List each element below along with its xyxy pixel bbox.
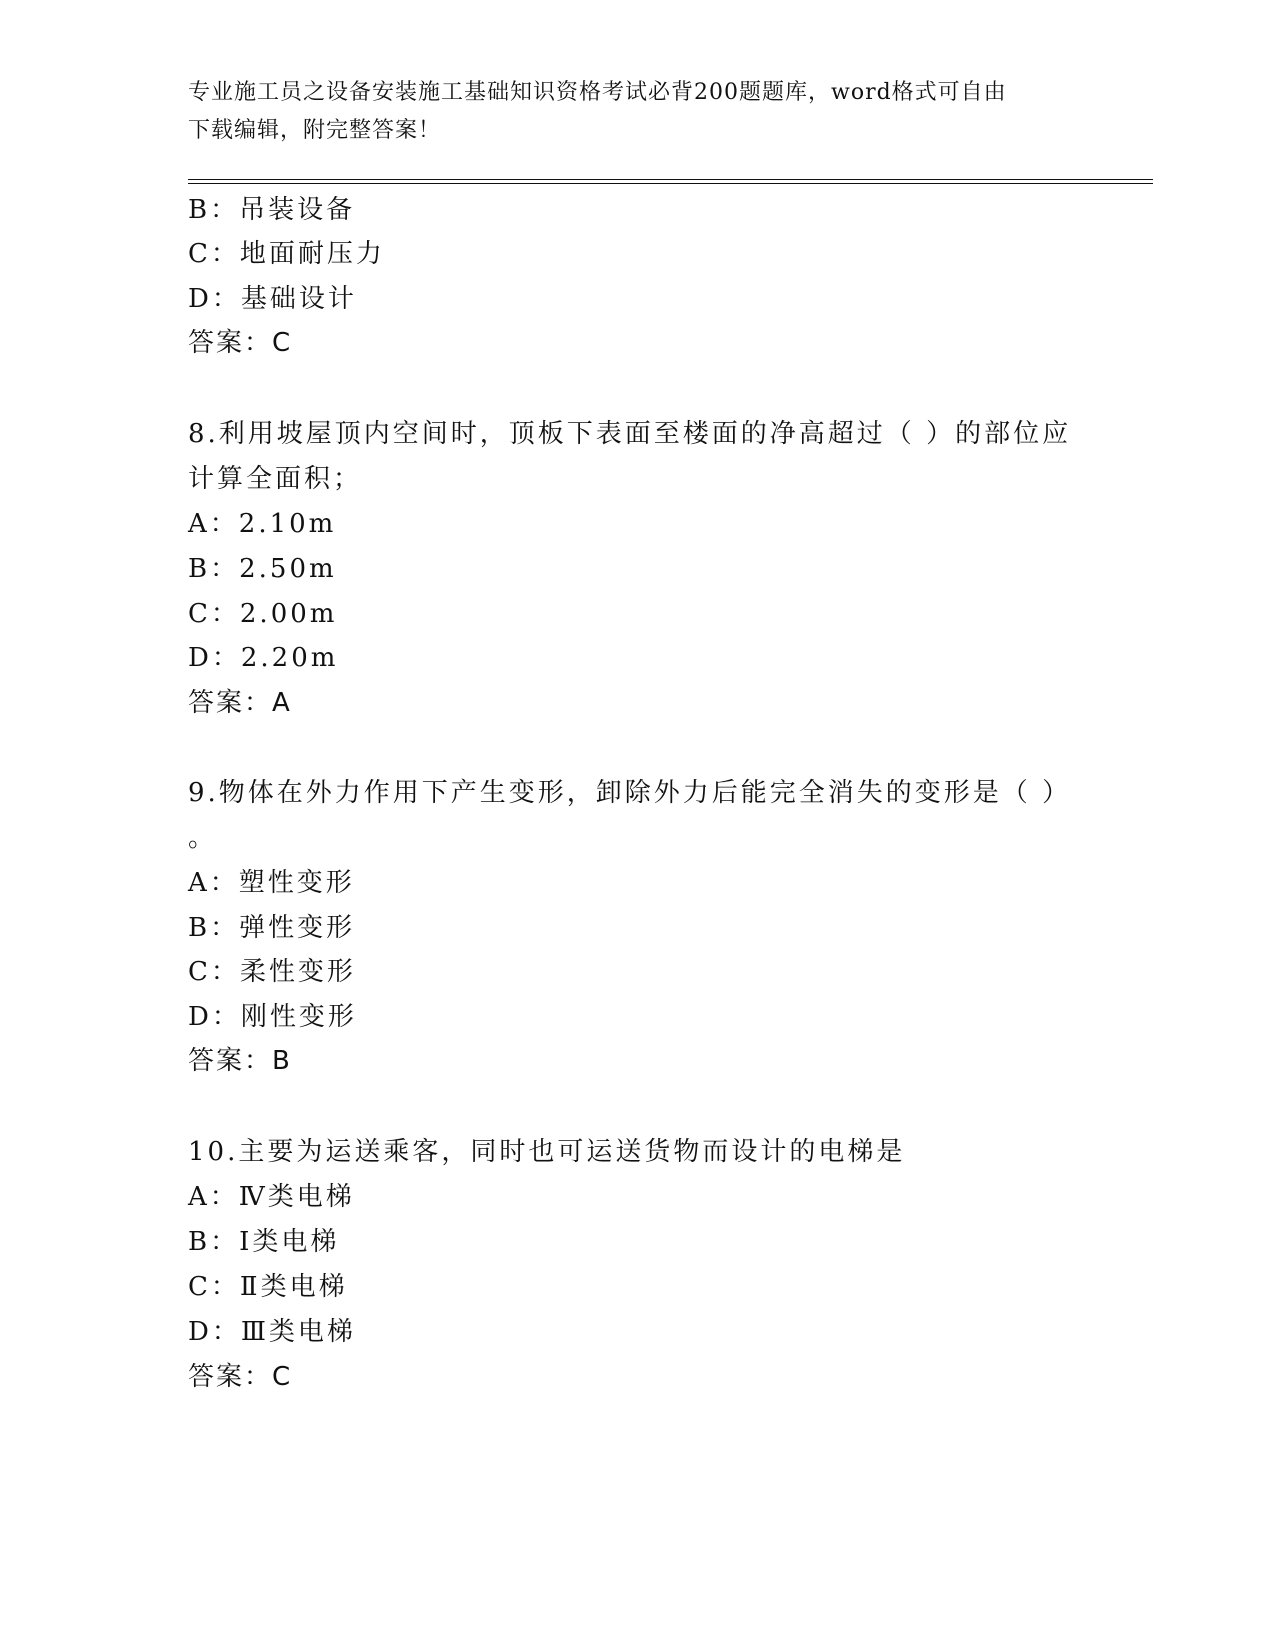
q10-option-c: C：Ⅱ类电梯 <box>188 1272 348 1302</box>
q7-option-c: C：地面耐压力 <box>188 239 385 269</box>
q8-answer: 答案：A <box>188 688 292 718</box>
q9-option-b: B：弹性变形 <box>188 913 356 943</box>
q8-option-a: A：2.10m <box>188 509 337 539</box>
q10-stem: 10.主要为运送乘客，同时也可运送货物而设计的电梯是 <box>188 1137 906 1167</box>
q8-option-c: C：2.00m <box>188 599 338 629</box>
q9-answer: 答案：B <box>188 1046 292 1076</box>
q8-option-b: B：2.50m <box>188 554 337 584</box>
q10-option-b: B：Ⅰ类电梯 <box>188 1227 340 1257</box>
q9-option-d: D：刚性变形 <box>188 1002 357 1032</box>
header-divider-top <box>188 179 1153 180</box>
q10-option-d: D：Ⅲ类电梯 <box>188 1317 356 1347</box>
q9-option-c: C：柔性变形 <box>188 957 356 987</box>
q9-stem-line-2: 。 <box>188 823 218 853</box>
q9-option-a: A：塑性变形 <box>188 868 355 898</box>
q7-option-d: D：基础设计 <box>188 284 357 314</box>
q10-answer: 答案：C <box>188 1362 293 1392</box>
q8-stem-line-1: 8.利用坡屋顶内空间时，顶板下表面至楼面的净高超过（ ）的部位应 <box>188 419 1072 449</box>
q7-answer: 答案：C <box>188 328 293 358</box>
header-line-2: 下载编辑，附完整答案！ <box>188 118 442 143</box>
q9-stem-line-1: 9.物体在外力作用下产生变形，卸除外力后能完全消失的变形是（ ） <box>188 778 1072 808</box>
q10-option-a: A：Ⅳ类电梯 <box>188 1182 355 1212</box>
q8-stem-line-2: 计算全面积； <box>188 464 363 494</box>
header-line-1: 专业施工员之设备安装施工基础知识资格考试必背200题题库，word格式可自由 <box>188 80 1007 105</box>
header-divider-bottom <box>188 183 1153 184</box>
q8-option-d: D：2.20m <box>188 643 339 673</box>
document-header <box>188 74 1068 150</box>
q7-option-b: B：吊装设备 <box>188 195 356 225</box>
